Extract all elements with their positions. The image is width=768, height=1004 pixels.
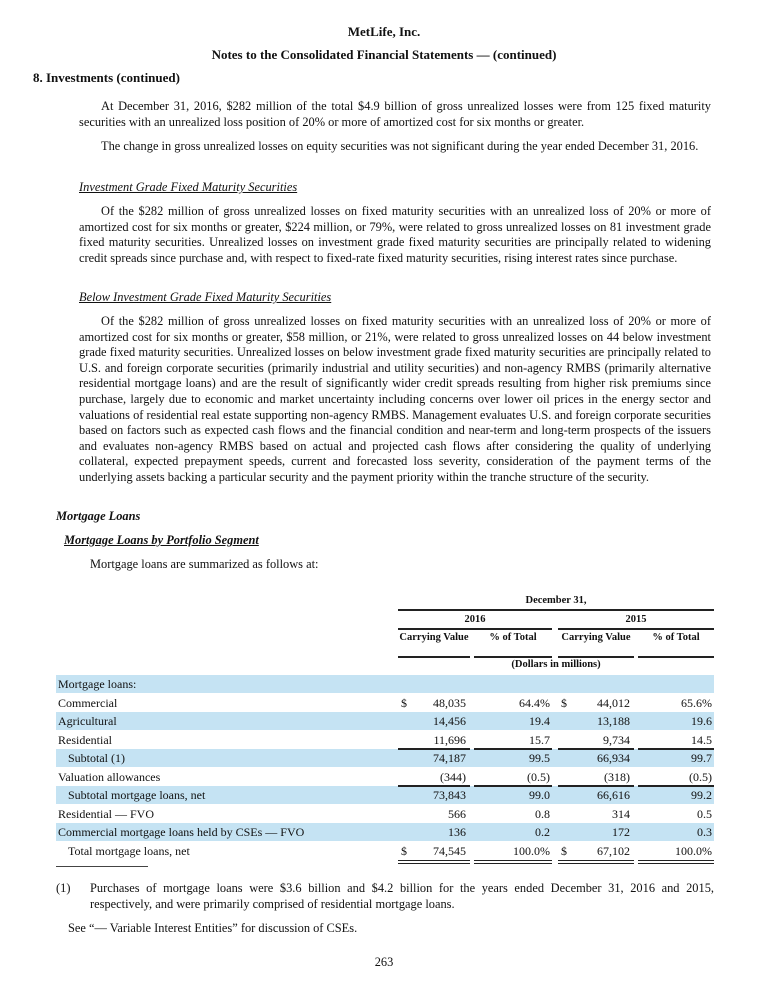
below-investment-grade-heading: Below Investment Grade Fixed Maturity Securities bbox=[79, 290, 332, 304]
subtotal-rule bbox=[558, 785, 634, 787]
subtotal-rule bbox=[474, 748, 552, 750]
col-pct-2015: % of Total bbox=[652, 632, 700, 643]
paragraph-investment-grade bbox=[79, 204, 711, 266]
cell-cv2016: 74,187 bbox=[433, 751, 466, 765]
cell-cv2016: 14,456 bbox=[433, 714, 466, 728]
cell-cv2015: 172 bbox=[612, 825, 630, 839]
cell-cv2015: 314 bbox=[612, 806, 630, 821]
col-rule bbox=[638, 656, 714, 658]
cell-pct2015: 19.6 bbox=[691, 714, 712, 728]
row-label: Commercial mortgage loans held by CSEs — FVO bbox=[58, 825, 305, 839]
subtotal-rule bbox=[398, 748, 470, 750]
subtotal-rule bbox=[398, 785, 470, 787]
paragraph-below-investment-grade bbox=[79, 314, 711, 486]
cell-pct2015: 99.7 bbox=[691, 751, 712, 765]
total-double-rule bbox=[398, 860, 470, 864]
section-heading: 8. Investments (continued) bbox=[33, 70, 180, 85]
mortgage-loans-heading: Mortgage Loans bbox=[56, 509, 141, 523]
period-header: December 31, bbox=[525, 595, 587, 606]
cell-pct2015: 99.2 bbox=[691, 788, 712, 802]
cell-cv2016: 566 bbox=[448, 806, 466, 821]
table-row bbox=[56, 805, 714, 823]
row-label: Valuation allowances bbox=[58, 769, 161, 784]
row-label: Commercial bbox=[58, 695, 118, 710]
cell-pct2015: 65.6% bbox=[681, 695, 712, 710]
cell-pct2015: 0.3 bbox=[697, 825, 712, 839]
cell-cv2015: 9,734 bbox=[603, 732, 630, 747]
cell-pct2016: (0.5) bbox=[527, 769, 550, 784]
col-rule bbox=[398, 656, 470, 658]
col-carrying-2015: Carrying Value bbox=[561, 632, 631, 643]
row-label: Mortgage loans: bbox=[58, 677, 137, 691]
cell-pct2016: 0.8 bbox=[535, 806, 550, 821]
cell-pct2015: (0.5) bbox=[689, 769, 712, 784]
table-row bbox=[56, 731, 714, 749]
subtotal-rule bbox=[638, 785, 714, 787]
cell-cv2016: 11,696 bbox=[433, 732, 466, 747]
cell-cv2015: 66,934 bbox=[597, 751, 630, 765]
row-label: Total mortgage loans, net bbox=[68, 843, 190, 858]
year-header-2015: 2015 bbox=[625, 614, 647, 625]
cell-cv2016: (344) bbox=[440, 769, 466, 784]
col-rule bbox=[474, 656, 552, 658]
cell-pct2016: 100.0% bbox=[513, 843, 550, 858]
cell-cv2016: 136 bbox=[448, 825, 466, 839]
total-double-rule bbox=[638, 860, 714, 864]
subtotal-rule bbox=[638, 748, 714, 750]
row-label: Subtotal mortgage loans, net bbox=[68, 788, 206, 802]
company-name: MetLife, Inc. bbox=[347, 24, 421, 39]
row-label: Residential — FVO bbox=[58, 806, 154, 821]
row-label: Agricultural bbox=[58, 714, 117, 728]
col-rule bbox=[558, 656, 634, 658]
cell-cv2016: 73,843 bbox=[433, 788, 466, 802]
cell-pct2016: 15.7 bbox=[529, 732, 550, 747]
paragraph-equity-securities bbox=[79, 139, 711, 155]
footnote-divider bbox=[56, 866, 148, 867]
portfolio-segment-heading: Mortgage Loans by Portfolio Segment bbox=[64, 533, 259, 547]
cell-cv2015: (318) bbox=[604, 769, 630, 784]
cell-pct2015: 100.0% bbox=[675, 843, 712, 858]
table-row bbox=[56, 749, 714, 767]
total-double-rule bbox=[558, 860, 634, 864]
year-rule-2016 bbox=[398, 628, 552, 630]
row-label: Subtotal (1) bbox=[68, 751, 125, 765]
table-row bbox=[56, 675, 714, 693]
footnote-text: Purchases of mortgage loans were $3.6 billion and $4.2 billion for the years ended December 31, 2016 and 2015, respectively, and were primarily comprised of residential mortgage loans. bbox=[90, 881, 714, 911]
col-pct-2016: % of Total bbox=[489, 632, 537, 643]
header-rule bbox=[398, 609, 714, 611]
cell-cv2016: 74,545 bbox=[433, 843, 466, 858]
total-double-rule bbox=[474, 860, 552, 864]
subtotal-rule bbox=[474, 785, 552, 787]
cell-cv2015: 66,616 bbox=[597, 788, 630, 802]
paragraph-text: Of the $282 million of gross unrealized losses on fixed maturity securities with an unrealized loss of 20% or more of amortized cost for six months or greater, $224 million, or 79%, were related to gross unrealized losses on 81 investment grade fixed maturity securities. Unrealized losses on investment grade fixed maturity securities are principally related to widening credit spreads since purchase and, with respect to fixed-rate fixed maturity securities, rising interest rates since purchase. bbox=[79, 204, 711, 265]
table-row bbox=[56, 768, 714, 786]
cell-pct2016: 19.4 bbox=[529, 714, 550, 728]
year-header-2016: 2016 bbox=[464, 614, 486, 625]
cell-pct2015: 14.5 bbox=[691, 732, 712, 747]
investment-grade-heading: Investment Grade Fixed Maturity Securities bbox=[79, 180, 298, 194]
cell-pct2016: 99.0 bbox=[529, 788, 550, 802]
table-row bbox=[56, 823, 714, 841]
cell-cv2016: 48,035 bbox=[433, 695, 466, 710]
table-row bbox=[56, 786, 714, 804]
notes-title: Notes to the Consolidated Financial Statements — (continued) bbox=[211, 47, 557, 62]
table-row bbox=[56, 842, 714, 860]
dollar-sign: $ bbox=[401, 843, 407, 858]
paragraph-unrealized-losses bbox=[79, 99, 711, 130]
table-row bbox=[56, 712, 714, 730]
paragraph-text: At December 31, 2016, $282 million of the total $4.9 billion of gross unrealized losses were from 125 fixed maturity securities with an unrealized loss position of 20% or more of amortized cost for six months or greater. bbox=[79, 99, 711, 129]
cell-pct2016: 64.4% bbox=[519, 695, 550, 710]
footnote-number: (1) bbox=[56, 881, 71, 895]
cell-cv2015: 13,188 bbox=[597, 714, 630, 728]
paragraph-text: Of the $282 million of gross unrealized losses on fixed maturity securities with an unrealized loss of 20% or more of amortized cost for six months or greater, $58 million, or 21%, were related to gross unrealized losses on 44 below investment grade fixed maturity securities. Unrealized losses on below investment grade fixed maturity securities are principally related to U.S. and foreign corporate securities (primarily industrial and utility securities) and non-agency RMBS (primarily alternative residential mortgage loans) and are the result of significantly wider credit spreads resulting from higher risk premiums since purchase, largely due to economic and market uncertainty including concerns over lower oil prices in the energy sector and valuations of residential real estate supporting non-agency RMBS. Management evaluates U.S. and foreign corporate securities based on factors such as expected cash flows and the financial condition and near-term and long-term prospects of the issuers and evaluates non-agency RMBS based on actual and projected cash flows after considering the quality of underlying collateral, expected prepayment speeds, current and forecasted loss severity, consideration of the payment terms of the underlying assets backing a particular security and the payment priority within the tranche structure of the security. bbox=[79, 314, 711, 484]
page-number: 263 bbox=[374, 955, 394, 969]
paragraph-summary-intro: Mortgage loans are summarized as follows at: bbox=[90, 557, 319, 571]
cell-cv2015: 67,102 bbox=[597, 843, 630, 858]
year-rule-2015 bbox=[558, 628, 714, 630]
cell-cv2015: 44,012 bbox=[597, 695, 630, 710]
dollar-sign: $ bbox=[561, 843, 567, 858]
cell-pct2016: 99.5 bbox=[529, 751, 550, 765]
cell-pct2015: 0.5 bbox=[697, 806, 712, 821]
paragraph-text: The change in gross unrealized losses on equity securities was not significant during the year ended December 31, 2016. bbox=[101, 139, 699, 153]
subtotal-rule bbox=[558, 748, 634, 750]
col-carrying-2016: Carrying Value bbox=[399, 632, 469, 643]
row-label: Residential bbox=[58, 732, 112, 747]
cell-pct2016: 0.2 bbox=[535, 825, 550, 839]
units-header: (Dollars in millions) bbox=[511, 659, 601, 670]
dollar-sign: $ bbox=[561, 695, 567, 710]
see-note: See “— Variable Interest Entities” for discussion of CSEs. bbox=[68, 921, 358, 935]
table-row bbox=[56, 694, 714, 712]
dollar-sign: $ bbox=[401, 695, 407, 710]
